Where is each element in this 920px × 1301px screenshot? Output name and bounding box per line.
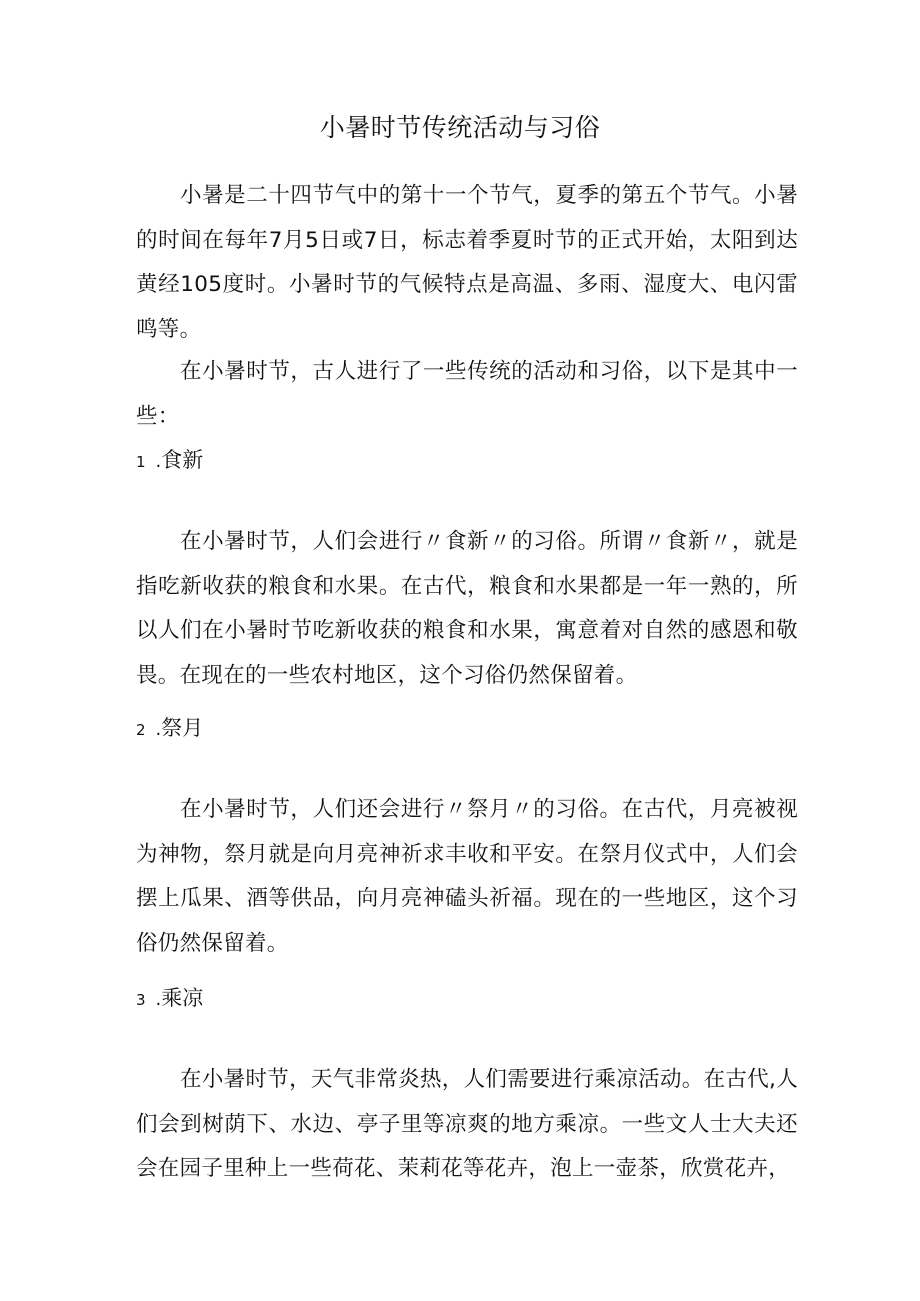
- section-heading-text: 祭月: [161, 716, 204, 740]
- section-2-body: 在小暑时节，人们还会进行〃祭月〃的习俗。在古代，月亮被视为神物，祭月就是向月亮神祈求丰收和平安。在祭月仪式中，人们会摆上瓜果、酒等供品，向月亮神磕头祈福。现在的一些地区，这个习俗仍然保留着。: [136, 797, 798, 956]
- section-heading-3: [136, 982, 203, 1016]
- section-1-body: 在小暑时节，人们会进行〃食新〃的习俗。所谓〃食新〃，就是指吃新收获的粮食和水果。在古代，粮食和水果都是一年一熟的，所以人们在小暑时节吃新收获的粮食和水果，寓意着对自然的感恩和敬畏。在现在的一些农村地区，这个习俗仍然保留着。: [136, 529, 798, 688]
- section-separator: .: [155, 719, 162, 740]
- intro-paragraph-2: 在小暑时节，古人进行了一些传统的活动和习俗，以下是其中一些：: [136, 359, 798, 429]
- section-number: 3: [136, 991, 146, 1009]
- section-number: 1: [136, 453, 146, 471]
- document-title: 小暑时节传统活动与习俗: [319, 113, 601, 142]
- section-3-body: 在小暑时节，天气非常炎热，人们需要进行乘凉活动。在古代,人们会到树荫下、水边、亭子里等凉爽的地方乘凉。一些文人士大夫还会在园子里种上一些荷花、茉莉花等花卉，泡上一壶茶，欣赏花卉，: [136, 1067, 798, 1181]
- section-heading-2: [136, 712, 203, 746]
- intro-paragraph-1: 小暑是二十四节气中的第十一个节气，夏季的第五个节气。小暑的时间在每年7月5日或7日，标志着季夏时节的正式开始，太阳到达黄经105度时。小暑时节的气候特点是高温、多雨、湿度大、电闪雷鸣等。: [136, 183, 798, 342]
- section-separator: .: [155, 451, 162, 472]
- section-heading-text: 食新: [161, 448, 204, 472]
- section-heading-1: [136, 444, 203, 478]
- section-separator: .: [155, 989, 162, 1010]
- section-number: 2: [136, 721, 146, 739]
- section-heading-text: 乘凉: [161, 986, 204, 1010]
